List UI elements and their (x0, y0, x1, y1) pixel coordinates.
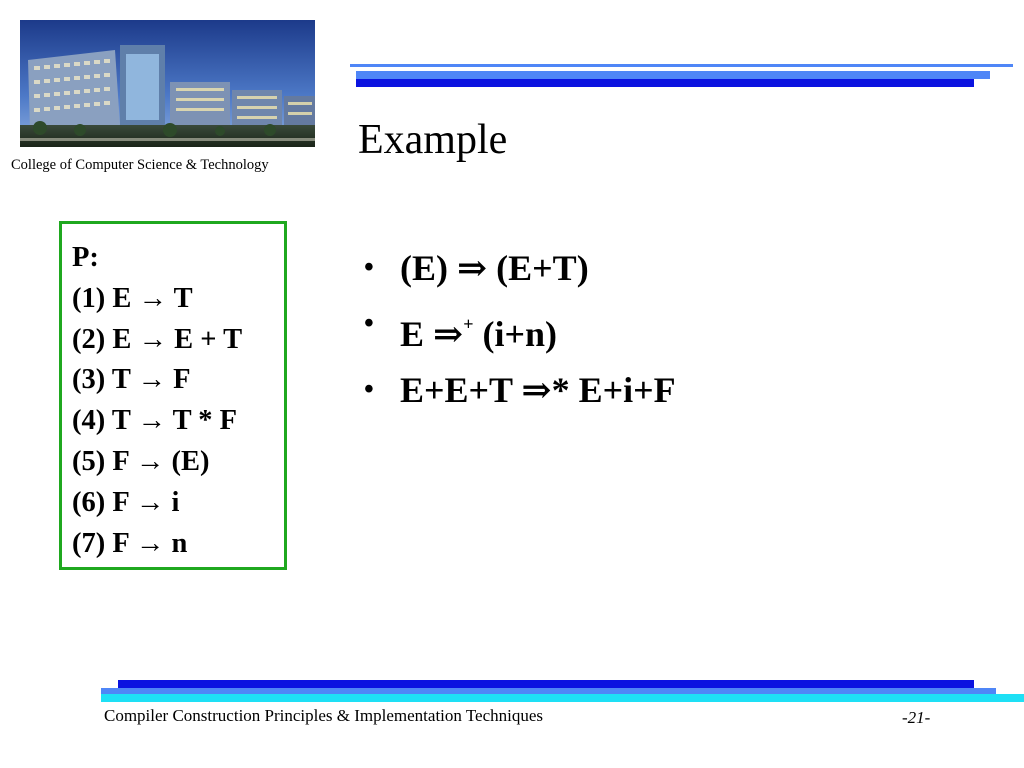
production-rule: (1) E → T (72, 282, 193, 314)
bullet-dot: • (364, 252, 374, 283)
production-rule: (7) F → n (72, 527, 188, 559)
productions-box (59, 221, 287, 570)
footer-bar-dark (118, 680, 974, 688)
derivation-lhs: E (400, 314, 434, 354)
production-rule: (4) T → T * F (72, 405, 237, 437)
bullet-dot: • (364, 374, 374, 405)
derivation-lhs: (E) (400, 248, 457, 288)
bullet-dot: • (364, 308, 374, 339)
header-bar-light (356, 71, 990, 79)
derives-arrow: ⇒ (433, 314, 464, 354)
footer-page-number: -21- (902, 708, 931, 727)
derivation-rhs: (E+T) (487, 248, 589, 288)
productions-list (72, 238, 242, 564)
derivation-rhs: E+i+F (569, 370, 676, 410)
derivation-rhs: (i+n) (473, 314, 557, 354)
derives-arrow: ⇒ (457, 248, 488, 288)
derivation-lhs: E+E+T (400, 370, 522, 410)
production-rule: (3) T → F (72, 364, 191, 396)
header-bar-thin (350, 64, 1013, 67)
slide-title: Example (358, 117, 508, 163)
derivation-item (364, 362, 676, 418)
header-bar-dark (356, 79, 974, 87)
production-rule: (2) E → E + T (72, 323, 243, 355)
derivation-list (364, 240, 676, 418)
productions-heading: P: (72, 242, 99, 273)
production-rule: (6) F → i (72, 486, 180, 518)
production-rule: (5) F → (E) (72, 445, 210, 477)
derivation-item (364, 240, 676, 296)
college-building-photo (20, 20, 315, 147)
footer-bar-cyan (101, 694, 1024, 702)
college-name: College of Computer Science & Technology (11, 157, 269, 173)
derives-arrow: ⇒ (521, 370, 552, 410)
derives-plus-marker: + (463, 314, 474, 334)
derivation-item (364, 296, 676, 362)
derives-star-marker: * (551, 370, 570, 410)
footer-course-title: Compiler Construction Principles & Implementation Techniques (104, 706, 544, 725)
